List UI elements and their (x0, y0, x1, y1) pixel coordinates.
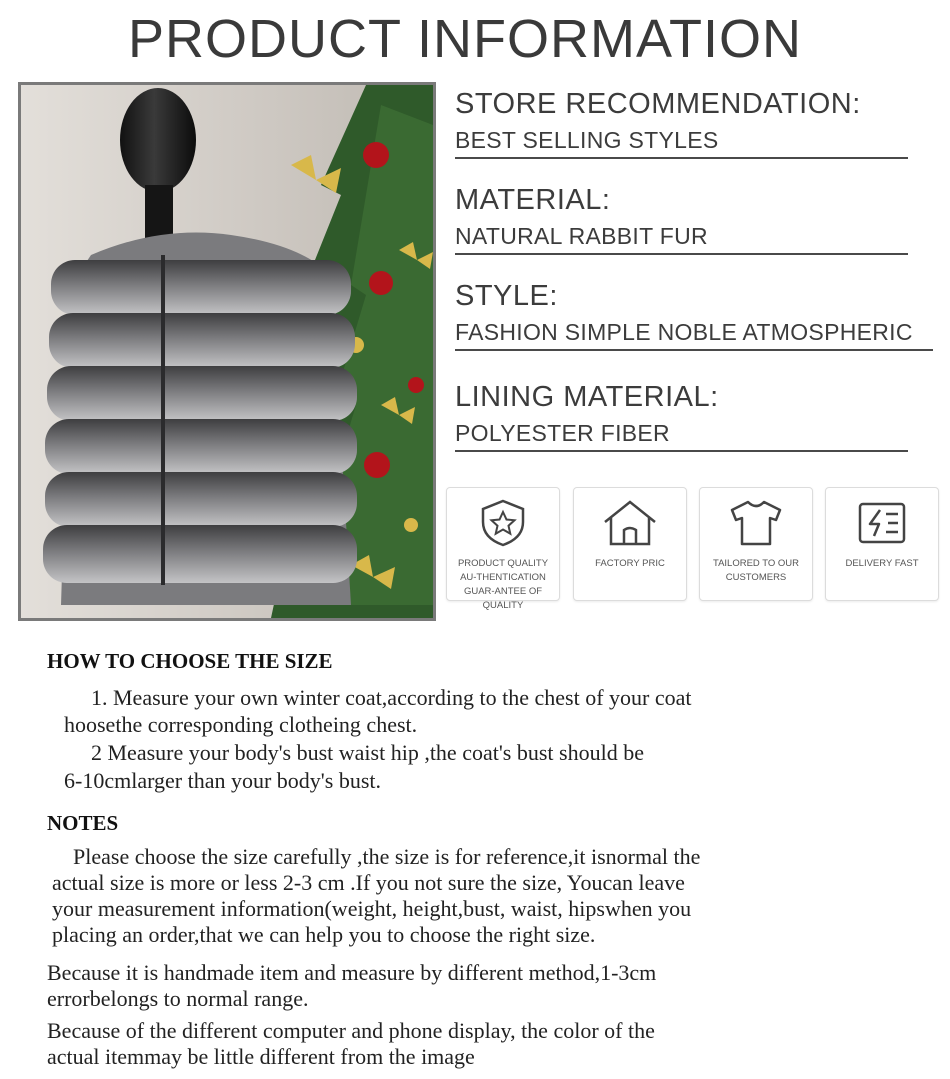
spec-label: STYLE: (455, 280, 558, 312)
house-icon (600, 498, 660, 548)
spec-label: MATERIAL: (455, 184, 611, 216)
size-guide-step-2: 2 Measure your body's bust waist hip ,the coat's bust should be (91, 740, 644, 765)
spec-value: BEST SELLING STYLES (455, 127, 908, 159)
notes-para-1: Please choose the size carefully ,the size is for reference,it isnormal the (73, 844, 701, 869)
size-guide-heading: HOW TO CHOOSE THE SIZE (47, 649, 333, 673)
notes-para-2: Because it is handmade item and measure by different method,1-3cm (47, 960, 657, 985)
spec-store-recommendation (455, 88, 908, 159)
size-guide-step-1: 1. Measure your own winter coat,according to the chest of your coat (91, 685, 692, 710)
spec-label: STORE RECOMMENDATION: (455, 88, 861, 120)
spec-value: NATURAL RABBIT FUR (455, 223, 908, 255)
spec-value: FASHION SIMPLE NOBLE ATMOSPHERIC (455, 319, 933, 351)
notes-para-3: Because of the different computer and phone display, the color of the (47, 1018, 655, 1043)
notes-para-1-line-3: your measurement information(weight, height,bust, waist, hipswhen you (52, 896, 692, 921)
spec-label: LINING MATERIAL: (455, 381, 719, 413)
tshirt-icon (726, 498, 786, 548)
spec-lining-material (455, 381, 908, 452)
spec-value: POLYESTER FIBER (455, 420, 908, 452)
notes-para-3-line-2: actual itemmay be little different from the image (47, 1044, 475, 1069)
badge-quality (446, 487, 560, 611)
fast-delivery-icon (852, 498, 912, 548)
fur-coat (43, 233, 357, 606)
notes-heading: NOTES (47, 811, 119, 835)
badge-label: FACTORY PRIC (595, 558, 665, 569)
badge-label: TAILORED TO OUR CUSTOMERS (712, 558, 800, 583)
badge-label: DELIVERY FAST (845, 558, 919, 569)
badge-label: PRODUCT QUALITY AU-THENTICATION GUAR-ANTEE OF QUALITY (457, 558, 549, 611)
badge-factory-price (573, 487, 687, 601)
badge-tailored (699, 487, 813, 601)
notes-para-1-line-2: actual size is more or less 2-3 cm .If you not sure the size, Youcan leave (52, 870, 685, 895)
size-guide-step-2-cont: 6-10cmlarger than your body's bust. (64, 768, 382, 793)
notes-para-1-line-4: placing an order,that we can help you to choose the right size. (52, 922, 596, 947)
badge-delivery (825, 487, 939, 601)
notes-para-2-line-2: errorbelongs to normal range. (47, 986, 309, 1011)
spec-material (455, 184, 908, 255)
product-photo (18, 82, 436, 621)
size-guide-step-1-cont: hoosethe corresponding clotheing chest. (64, 712, 418, 737)
spec-style (455, 280, 933, 351)
shield-star-icon (477, 498, 529, 548)
page-title: PRODUCT INFORMATION (128, 9, 802, 69)
